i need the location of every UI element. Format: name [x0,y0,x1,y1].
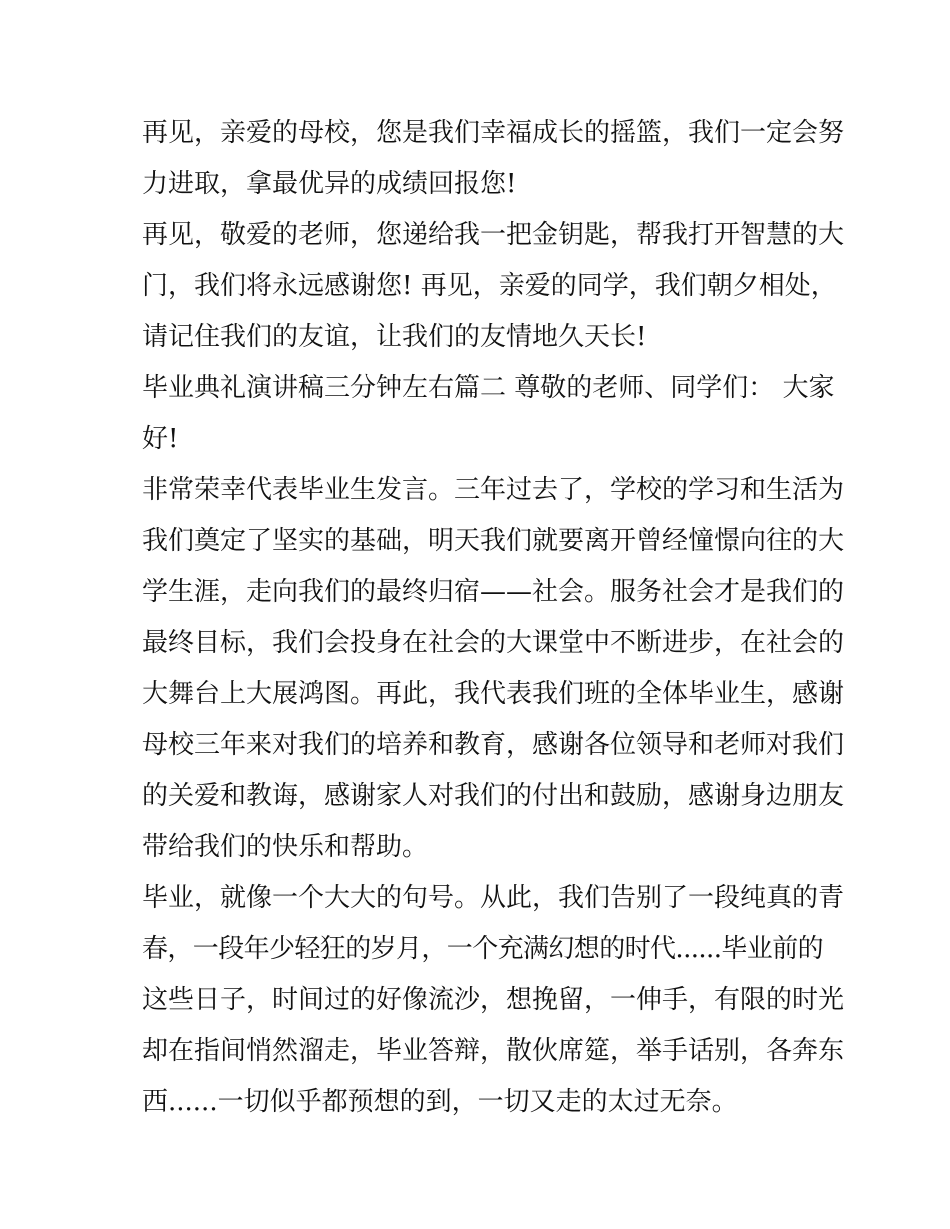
text-line: 这些日子，时间过的好像流沙，想挽留，一伸手，有限的时光 [142,985,845,1015]
text-line: 最终目标，我们会投身在社会的大课堂中不断进步，在社会的 [142,628,845,658]
text-line: 的关爱和教诲，感谢家人对我们的付出和鼓励，感谢身边朋友 [142,781,845,811]
text-line: 我们奠定了坚实的基础，明天我们就要离开曾经憧憬向往的大 [142,526,845,556]
text-line: 门，我们将永远感谢您! 再见，亲爱的同学，我们朝夕相处， [142,271,837,301]
text-line: 非常荣幸代表毕业生发言。三年过去了，学校的学习和生活为 [142,475,845,505]
text-line: 学生涯，走向我们的最终归宿——社会。服务社会才是我们的 [142,577,845,607]
document-body [142,108,845,1128]
text-line: 带给我们的快乐和帮助。 [142,832,429,862]
text-line: 却在指间悄然溜走，毕业答辩，散伙席筵，举手话别，各奔东 [142,1036,845,1066]
text-line: 毕业典礼演讲稿三分钟左右篇二 尊敬的老师、同学们： 大家 [142,373,835,403]
text-line: 大舞台上大展鸿图。再此，我代表我们班的全体毕业生，感谢 [142,679,845,709]
text-line: 请记住我们的友谊，让我们的友情地久天长! [142,322,647,352]
text-line: 春，一段年少轻狂的岁月，一个充满幻想的时代......毕业前的 [142,934,823,964]
text-line: 毕业，就像一个大大的句号。从此，我们告别了一段纯真的青 [142,883,845,913]
text-line: 母校三年来对我们的培养和教育，感谢各位领导和老师对我们 [142,730,845,760]
text-line: 再见，敬爱的老师，您递给我一把金钥匙，帮我打开智慧的大 [142,220,845,250]
text-line: 再见，亲爱的母校，您是我们幸福成长的摇篮，我们一定会努 [142,118,845,148]
text-line: 西......一切似乎都预想的到，一切又走的太过无奈。 [142,1087,738,1117]
text-line: 好! [142,424,179,454]
text-line: 力进取，拿最优异的成绩回报您! [142,169,517,199]
